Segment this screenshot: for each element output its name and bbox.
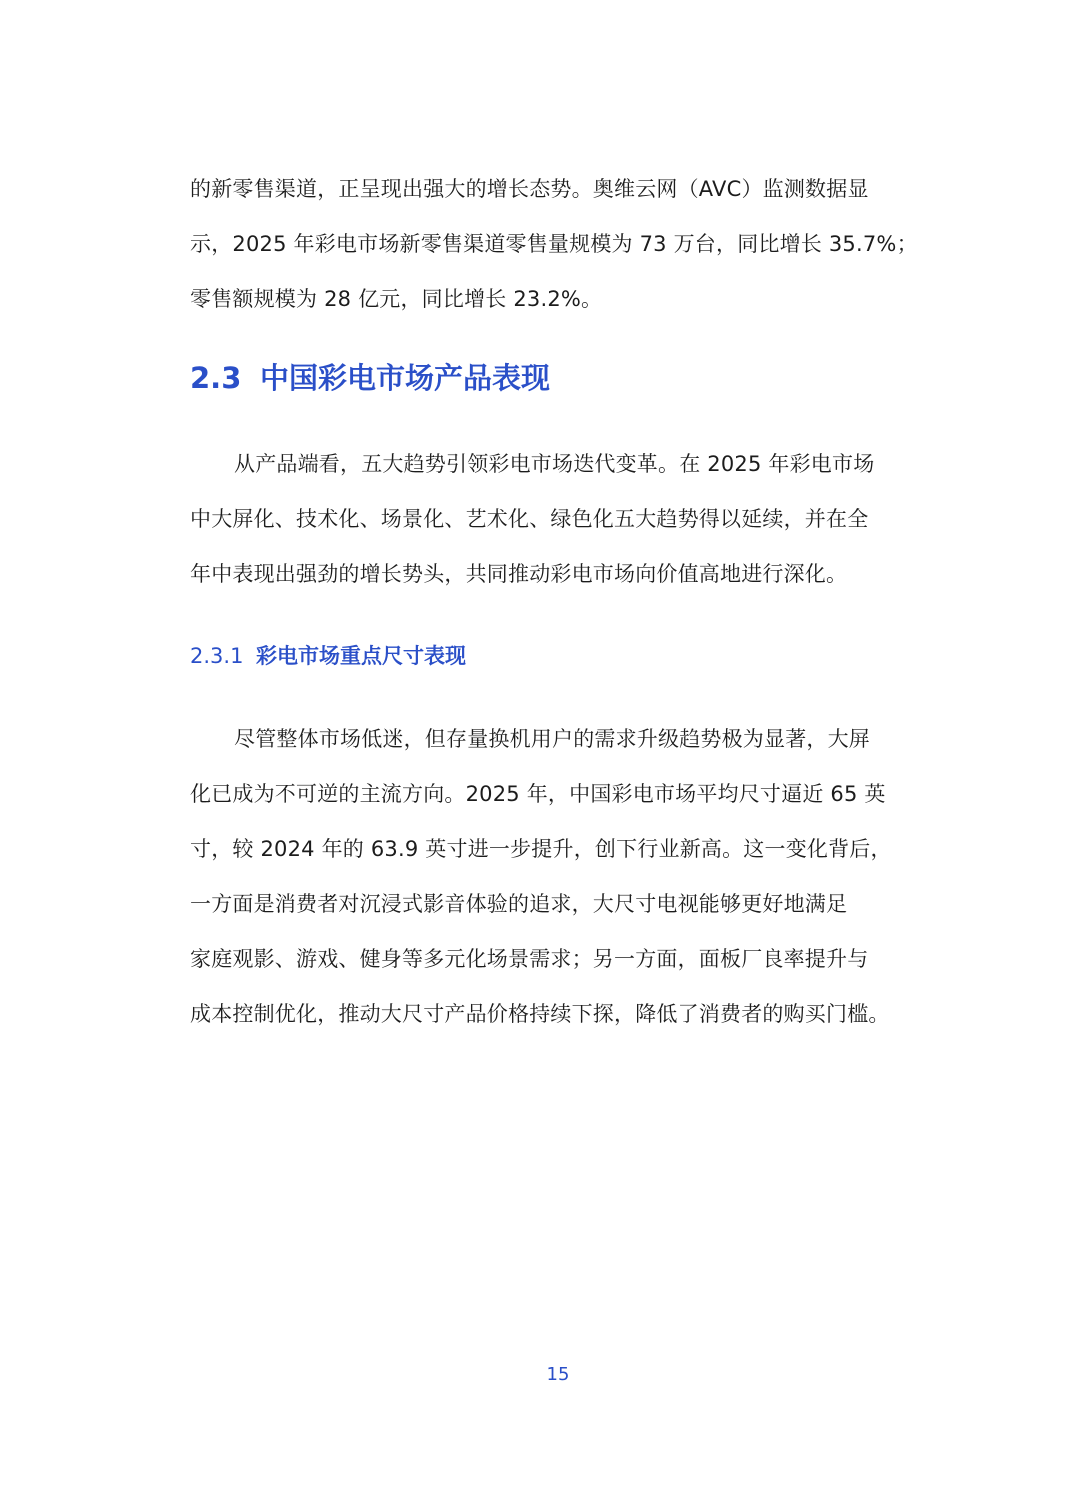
paragraph-line: 示，2025 年彩电市场新零售渠道零售量规模为 73 万台，同比增长 35.7%； [190,232,918,256]
paragraph-line: 零售额规模为 28 亿元，同比增长 23.2%。 [190,287,603,311]
paragraph-line: 家庭观影、游戏、健身等多元化场景需求；另一方面，面板厂良率提升与 [190,947,869,971]
paragraph-line: 中大屏化、技术化、场景化、艺术化、绿色化五大趋势得以延续，并在全 [190,507,869,531]
paragraph-line: 的新零售渠道，正呈现出强大的增长态势。奥维云网（AVC）监测数据显 [190,177,869,201]
section-heading-2-3 [190,358,550,398]
paragraph-line: 尽管整体市场低迷，但存量换机用户的需求升级趋势极为显著，大屏 [234,727,870,751]
paragraph-line: 成本控制优化，推动大尺寸产品价格持续下探，降低了消费者的购买门槛。 [190,1002,890,1026]
paragraph-line: 寸，较 2024 年的 63.9 英寸进一步提升，创下行业新高。这一变化背后， [190,837,892,861]
paragraph-line: 化已成为不可逆的主流方向。2025 年，中国彩电市场平均尺寸逼近 65 英 [190,782,886,806]
section-title: 中国彩电市场产品表现 [260,361,551,395]
paragraph-line: 年中表现出强劲的增长势头，共同推动彩电市场向价值高地进行深化。 [190,562,848,586]
section-number: 2.3 [190,361,242,395]
page-number: 15 [546,1364,570,1385]
subsection-number: 2.3.1 [190,644,244,668]
subsection-heading-2-3-1 [190,640,466,672]
paragraph-line: 一方面是消费者对沉浸式影音体验的追求，大尺寸电视能够更好地满足 [190,892,848,916]
subsection-title: 彩电市场重点尺寸表现 [256,644,466,668]
paragraph-line: 从产品端看，五大趋势引领彩电市场迭代变革。在 2025 年彩电市场 [234,452,875,476]
